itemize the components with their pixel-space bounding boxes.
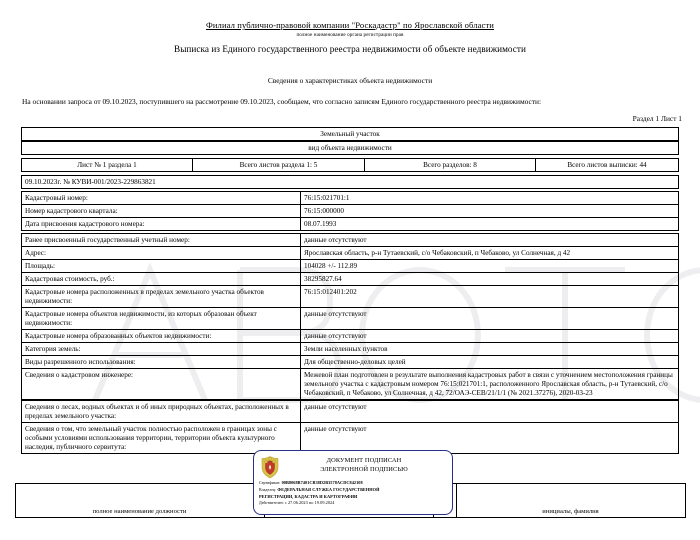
row-label: Адрес: [22, 247, 301, 260]
validity-label: Действителен: [259, 500, 284, 505]
row-value: данные отсутствуют [301, 423, 679, 454]
owner-value-line2: РЕГИСТРАЦИИ, КАДАСТРА И КАРТОГРАФИИ [259, 493, 358, 499]
sheet-of-section-cell: Лист № 1 раздела 1 [22, 159, 193, 172]
certificate-value: 00B8068B7401CB38D2B3578ACDC842108 [281, 480, 363, 485]
row-value: данные отсутствуют [301, 401, 679, 423]
table-row [22, 192, 679, 205]
row-value: данные отсутствуют [301, 234, 679, 247]
row-label: Категория земель: [22, 343, 301, 356]
table-row [22, 330, 679, 343]
row-label: Номер кадастрового квартала: [22, 205, 301, 218]
row-value: Земли населенных пунктов [301, 343, 679, 356]
row-value: 104028 +/- 112.89 [301, 260, 679, 273]
initials-label-cell: инициалы, фамилия [456, 484, 685, 518]
row-value: 76:15:000000 [301, 205, 679, 218]
table-row [22, 234, 679, 247]
row-label: Площадь: [22, 260, 301, 273]
certificate-row [259, 480, 447, 487]
table-row [22, 401, 679, 423]
table-row [22, 286, 679, 308]
table-row [22, 343, 679, 356]
characteristics-table-group2 [21, 233, 679, 400]
row-label: Сведения о лесах, водных объектах и об иных природных объектах, расположенных в пределах земельного участка: [22, 401, 301, 423]
owner-label: Владелец: [259, 487, 277, 492]
table-row [22, 260, 679, 273]
total-sheets-extract-cell: Всего листов выписки: 44 [536, 159, 679, 172]
organization-name: Филиал публично-правовой компании "Роскадастр" по Ярославской области [205, 20, 495, 30]
row-value: 08.07.1993 [301, 218, 679, 231]
owner-row [259, 487, 447, 494]
stamp-header [259, 454, 447, 479]
total-sections-cell: Всего разделов: 8 [365, 159, 536, 172]
table-row [22, 142, 679, 155]
row-label: Кадастровые номера расположенных в пределах земельного участка объектов недвижимости: [22, 286, 301, 308]
row-value: данные отсутствуют [301, 308, 679, 330]
row-value: 38295827.64 [301, 273, 679, 286]
row-label: Кадастровые номера образованных объектов недвижимости: [22, 330, 301, 343]
document-header [0, 0, 700, 85]
sheet-counters-table [21, 158, 679, 172]
registry-number-cell: 09.10.2023г. № КУВИ-001/2023-229863821 [22, 176, 679, 189]
table-row [22, 423, 679, 454]
digital-signature-stamp [253, 450, 453, 515]
table-row [22, 176, 679, 189]
table-row [22, 308, 679, 330]
row-label: Сведения о кадастровом инженере: [22, 369, 301, 400]
characteristics-table-group1 [21, 191, 679, 231]
table-row [22, 205, 679, 218]
row-label: Виды разрешенного использования: [22, 356, 301, 369]
stamp-title-line2: ЭЛЕКТРОННОЙ ПОДПИСЬЮ [320, 466, 408, 474]
row-value: Межевой план подготовлен в результате выполнения кадастровых работ в связи с уточнением местоположения границы земельного участка с кадастровым номером 76:15:021701:1, расположенного Ярославская область, р-н Тутаевский, с/о Чебаковский, п Чебаково, ул Солнечная, д 42, 72/ОАЭ-СЕВ/21/1/1 (№ 2021.37276), 2020-03-23 [301, 369, 679, 400]
table-row [22, 247, 679, 260]
table-row [22, 159, 679, 172]
validity-row [259, 500, 447, 507]
row-value: Для общественно-деловых целей [301, 356, 679, 369]
stamp-details [259, 480, 447, 507]
section-title: Сведения о характеристиках объекта недвижимости [267, 76, 433, 85]
row-value: Ярославская область, р-н Тутаевский, с/о Чебаковский, п Чебаково, ул Солнечная, д 42 [301, 247, 679, 260]
object-type-caption-table [21, 141, 679, 155]
row-label: Дата присвоения кадастрового номера: [22, 218, 301, 231]
row-value: данные отсутствуют [301, 330, 679, 343]
owner-value-line1: ФЕДЕРАЛЬНАЯ СЛУЖБА ГОСУДАРСТВЕННОЙ [277, 486, 380, 492]
stamp-title-line1: ДОКУМЕНТ ПОДПИСАН [326, 457, 402, 464]
row-label: Ранее присвоенный государственный учетный номер: [22, 234, 301, 247]
table-row [22, 128, 679, 141]
total-sheets-section-cell: Всего листов раздела 1: 5 [193, 159, 365, 172]
organization-caption: полное наименование органа регистрации прав [296, 32, 404, 38]
characteristics-table-group3 [21, 400, 679, 454]
row-value: 76:15:012401:202 [301, 286, 679, 308]
position-label-cell: полное наименование должности [15, 484, 264, 518]
table-row [22, 218, 679, 231]
basis-line: На основании запроса от 09.10.2023, поступившего на рассмотрение 09.10.2023, сообщаем, что согласно записям Единого государственного реестра недвижимости: [22, 97, 542, 106]
stamp-title [281, 454, 447, 475]
document-title: Выписка из Единого государственного реестра недвижимости об объекте недвижимости [174, 44, 526, 54]
table-row [22, 369, 679, 400]
row-label: Кадастровые номера объектов недвижимости, из которых образован объект недвижимости: [22, 308, 301, 330]
object-type-cell: Земельный участок [22, 128, 679, 141]
object-type-caption-cell: вид объекта недвижимости [22, 142, 679, 155]
object-type-table [21, 127, 679, 141]
table-row [22, 356, 679, 369]
table-row [22, 273, 679, 286]
row-label: Кадастровая стоимость, руб.: [22, 273, 301, 286]
sheet-reference: Раздел 1 Лист 1 [632, 114, 682, 123]
certificate-label: Сертификат: [259, 481, 281, 485]
registry-number-table [21, 175, 679, 189]
row-label: Кадастровый номер: [22, 192, 301, 205]
validity-value: с 27.06.2023 по 19.09.2024 [284, 499, 335, 505]
row-value: 76:15:021701:1 [301, 192, 679, 205]
row-label: Сведения о том, что земельный участок полностью расположен в границах зоны с особыми условиями использования территории, территории объекта культурного наследия, публичного сервитута: [22, 423, 301, 454]
russian-coat-of-arms-icon [259, 455, 281, 479]
